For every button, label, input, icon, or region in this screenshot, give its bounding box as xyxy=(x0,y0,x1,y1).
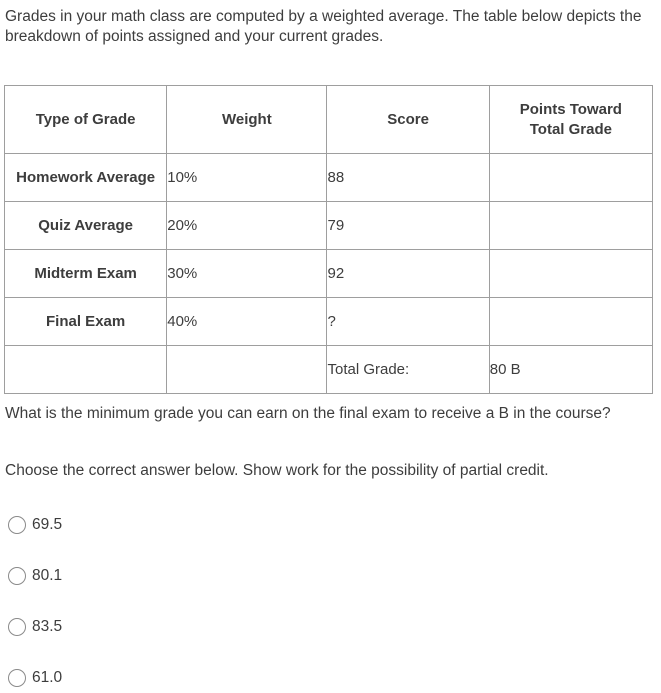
header-points xyxy=(489,86,652,154)
row-score: ? xyxy=(327,298,489,346)
header-type: Type of Grade xyxy=(5,86,167,154)
radio-button-icon[interactable] xyxy=(8,567,26,585)
row-type: Quiz Average xyxy=(5,202,167,250)
radio-button-icon[interactable] xyxy=(8,669,26,687)
row-score: 92 xyxy=(327,250,489,298)
row-points xyxy=(489,250,652,298)
row-weight: 40% xyxy=(167,298,327,346)
row-points xyxy=(489,154,652,202)
choice-label: 61.0 xyxy=(32,669,63,686)
table-total-row xyxy=(5,346,653,394)
answer-choice-3[interactable] xyxy=(8,615,62,639)
instruction-text: Choose the correct answer below. Show work for the possibility of partial credit. xyxy=(5,462,549,479)
total-empty-cell xyxy=(5,346,167,394)
total-empty-cell xyxy=(167,346,327,394)
row-weight: 10% xyxy=(167,154,327,202)
row-weight: 20% xyxy=(167,202,327,250)
row-score: 88 xyxy=(327,154,489,202)
table-row xyxy=(5,202,653,250)
header-score: Score xyxy=(327,86,489,154)
row-type: Midterm Exam xyxy=(5,250,167,298)
header-points-label: Points Toward Total Grade xyxy=(519,100,622,138)
radio-button-icon[interactable] xyxy=(8,618,26,636)
choice-label: 80.1 xyxy=(32,567,63,584)
choice-label: 83.5 xyxy=(32,618,63,635)
intro-text: Grades in your math class are computed by a weighted average. The table below depicts the breakdown of points assigned and your current grades. xyxy=(5,8,642,45)
grades-table xyxy=(4,85,653,394)
question-text: What is the minimum grade you can earn on the final exam to receive a B in the course? xyxy=(5,405,611,422)
answer-choice-2[interactable] xyxy=(8,564,62,588)
choice-label: 69.5 xyxy=(32,516,63,533)
table-row xyxy=(5,250,653,298)
table-row xyxy=(5,298,653,346)
row-points xyxy=(489,298,652,346)
table-row xyxy=(5,154,653,202)
row-points xyxy=(489,202,652,250)
answer-choice-1[interactable] xyxy=(8,513,62,537)
answer-choice-4[interactable] xyxy=(8,666,62,690)
total-value: 80 B xyxy=(489,346,652,394)
row-weight: 30% xyxy=(167,250,327,298)
row-score: 79 xyxy=(327,202,489,250)
row-type: Final Exam xyxy=(5,298,167,346)
radio-button-icon[interactable] xyxy=(8,516,26,534)
table-header-row xyxy=(5,86,653,154)
header-weight: Weight xyxy=(167,86,327,154)
total-label: Total Grade: xyxy=(327,346,489,394)
row-type: Homework Average xyxy=(5,154,167,202)
